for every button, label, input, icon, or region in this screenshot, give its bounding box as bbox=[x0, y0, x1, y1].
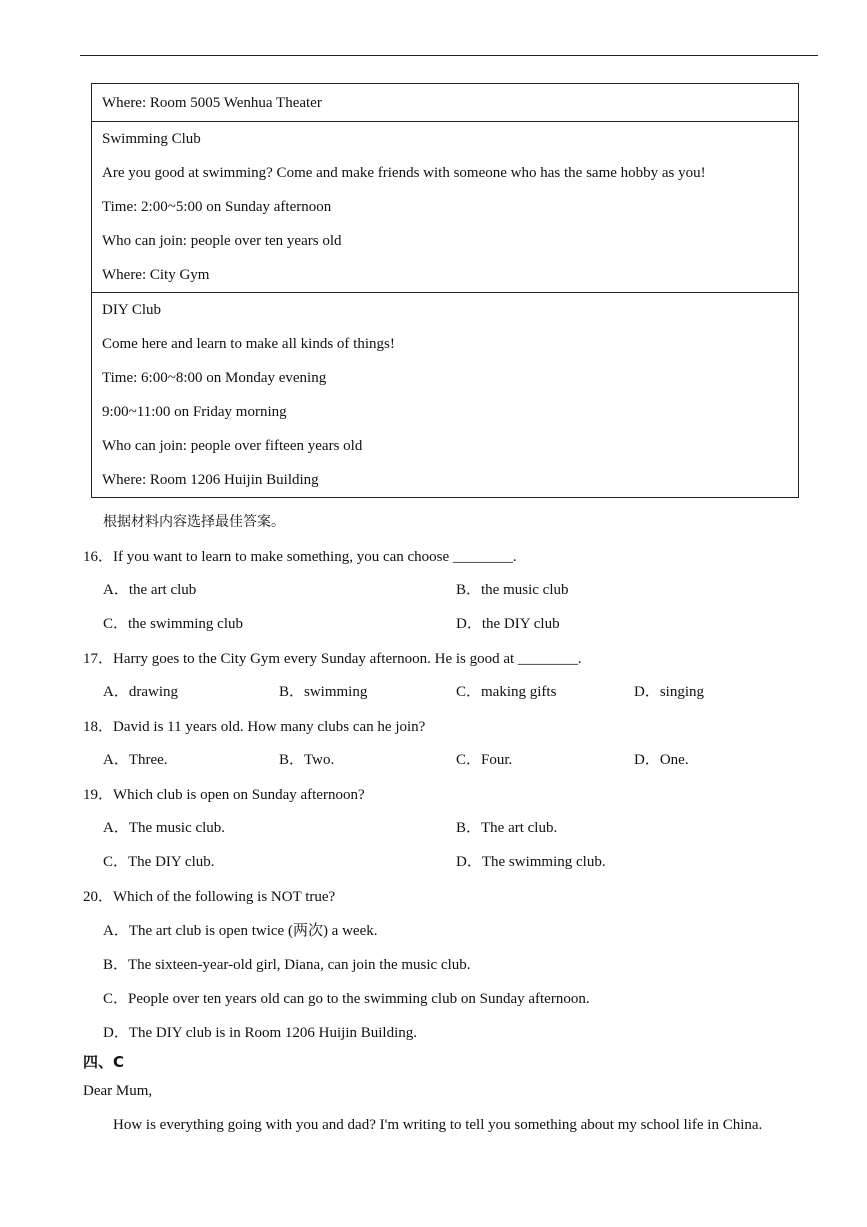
option-c[interactable]: C．making gifts bbox=[456, 684, 557, 700]
diy-club-cell bbox=[92, 293, 798, 497]
question-text: Harry goes to the City Gym every Sunday afternoon. He is good at ________. bbox=[113, 651, 582, 667]
question-number: 17． bbox=[83, 651, 114, 667]
table-line: Come here and learn to make all kinds of things! bbox=[102, 336, 395, 352]
question-number: 20． bbox=[83, 889, 114, 905]
question-18 bbox=[83, 717, 425, 737]
option-c[interactable]: C．Four. bbox=[456, 752, 513, 768]
option-d[interactable]: D．singing bbox=[634, 684, 705, 700]
question-text: Which club is open on Sunday afternoon? bbox=[113, 787, 365, 803]
option-c[interactable]: C．the swimming club bbox=[103, 616, 243, 632]
option-b[interactable]: B．The sixteen-year-old girl, Diana, can join the music club. bbox=[103, 957, 471, 973]
club-title: Swimming Club bbox=[102, 131, 201, 147]
option-a[interactable]: A．Three. bbox=[103, 752, 168, 768]
option-b[interactable]: B．swimming bbox=[279, 684, 368, 700]
section-heading: 四、C bbox=[83, 1053, 125, 1071]
option-a[interactable]: A．the art club bbox=[103, 582, 197, 598]
table-line: Time: 2:00~5:00 on Sunday afternoon bbox=[102, 199, 332, 215]
table-line: Who can join: people over fifteen years old bbox=[102, 438, 363, 454]
option-c[interactable]: C．The DIY club. bbox=[103, 854, 215, 870]
question-19 bbox=[83, 785, 365, 805]
art-club-cell bbox=[92, 84, 798, 122]
question-20 bbox=[83, 887, 335, 907]
option-d[interactable]: D．The swimming club. bbox=[456, 854, 606, 870]
club-title: DIY Club bbox=[102, 302, 162, 318]
swimming-club-cell bbox=[92, 122, 798, 293]
option-b[interactable]: B．the music club bbox=[456, 582, 569, 598]
question-17 bbox=[83, 649, 582, 669]
option-d[interactable]: D．the DIY club bbox=[456, 616, 560, 632]
table-line: Where: Room 1206 Huijin Building bbox=[102, 472, 319, 488]
question-16 bbox=[83, 547, 517, 567]
club-info-table bbox=[91, 83, 799, 498]
question-text: David is 11 years old. How many clubs can he join? bbox=[113, 719, 426, 735]
letter-first-line: How is everything going with you and dad? I'm writing to tell you something about my school life in China. bbox=[113, 1117, 763, 1133]
option-a[interactable]: A．drawing bbox=[103, 684, 178, 700]
option-c[interactable]: C．People over ten years old can go to the swimming club on Sunday afternoon. bbox=[103, 991, 590, 1007]
option-d[interactable]: D．One. bbox=[634, 752, 689, 768]
question-text: Which of the following is NOT true? bbox=[113, 889, 336, 905]
table-line: Are you good at swimming? Come and make friends with someone who has the same hobby as you! bbox=[102, 165, 706, 181]
table-line: 9:00~11:00 on Friday morning bbox=[102, 404, 287, 420]
question-number: 16． bbox=[83, 549, 114, 565]
table-line: Where: City Gym bbox=[102, 267, 210, 283]
header-rule bbox=[80, 55, 818, 56]
letter-salutation: Dear Mum, bbox=[83, 1083, 153, 1099]
table-line: Time: 6:00~8:00 on Monday evening bbox=[102, 370, 327, 386]
table-line: Who can join: people over ten years old bbox=[102, 233, 342, 249]
instruction: 根据材料内容选择最佳答案。 bbox=[103, 514, 285, 530]
option-a[interactable]: A．The music club. bbox=[103, 820, 226, 836]
table-line: Where: Room 5005 Wenhua Theater bbox=[102, 95, 322, 111]
option-d[interactable]: D．The DIY club is in Room 1206 Huijin Building. bbox=[103, 1025, 418, 1041]
option-b[interactable]: B．Two. bbox=[279, 752, 335, 768]
question-number: 19． bbox=[83, 787, 114, 803]
option-b[interactable]: B．The art club. bbox=[456, 820, 558, 836]
question-text: If you want to learn to make something, you can choose ________. bbox=[113, 549, 517, 565]
question-number: 18． bbox=[83, 719, 114, 735]
option-a[interactable]: A．The art club is open twice (两次) a week. bbox=[103, 923, 378, 939]
